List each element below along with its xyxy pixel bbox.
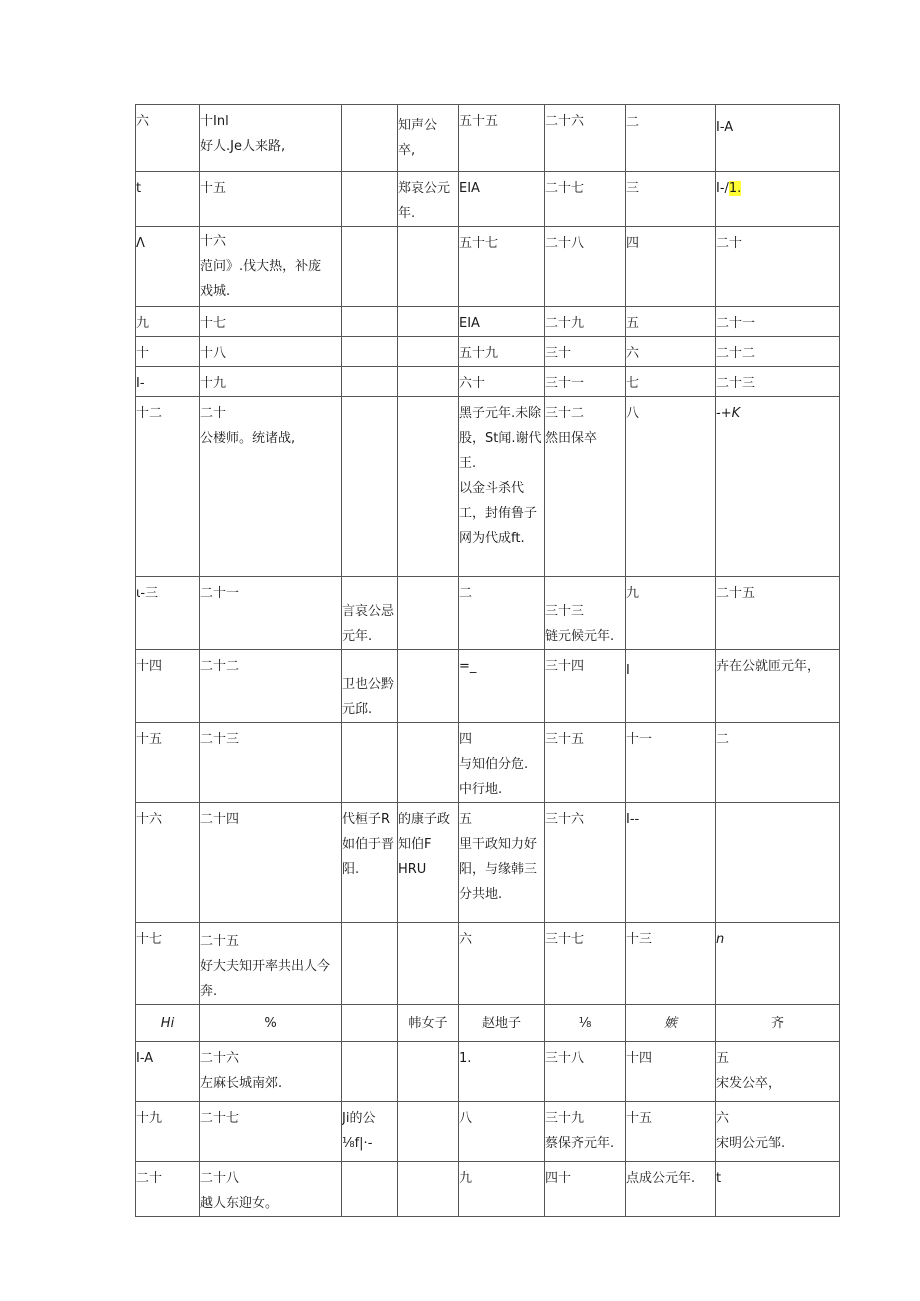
table-cell: [716, 1102, 840, 1162]
cell-line: 五: [459, 812, 473, 827]
table-cell: [342, 723, 398, 803]
table-row: [136, 367, 840, 397]
table-cell: [136, 577, 200, 650]
cell-line: 十九: [136, 1111, 163, 1126]
table-cell: [459, 367, 545, 397]
table-cell: [200, 337, 342, 367]
cell-line: 十: [136, 346, 150, 361]
table-cell: [459, 923, 545, 1005]
cell-line: 范问》.伐大热，补庞: [200, 259, 322, 274]
table-cell: [342, 337, 398, 367]
table-cell: [398, 803, 459, 923]
table-cell: [459, 723, 545, 803]
cell-line: Ji的公: [342, 1111, 376, 1126]
table-cell: [459, 307, 545, 337]
cell-line: 十五: [200, 181, 227, 196]
cell-line: 黑子元年.未除: [459, 406, 542, 421]
table-cell: [398, 577, 459, 650]
table-cell: [459, 1162, 545, 1217]
cell-line: I-A: [136, 1051, 154, 1066]
cell-line: 如伯于晋: [342, 837, 395, 852]
table-cell: [459, 650, 545, 723]
table-cell: [342, 1162, 398, 1217]
table-cell: [200, 1042, 342, 1102]
table-cell: [459, 803, 545, 923]
cell-line: 三十七: [545, 932, 585, 947]
cell-line: 十六: [136, 812, 163, 827]
cell-line: [716, 176, 839, 201]
table-cell: [545, 923, 626, 1005]
table-cell: [342, 650, 398, 723]
cell-line: 十四: [626, 1051, 653, 1066]
cell-line: 十九: [200, 376, 227, 391]
cell-line: 六: [626, 346, 640, 361]
cell-line: 二十: [716, 236, 743, 251]
table-row: [136, 650, 840, 723]
cell-line: 五: [626, 316, 640, 331]
cell-line: 工，封侑鲁子: [459, 506, 538, 521]
cell-line: 十二: [136, 406, 163, 421]
cell-line: 二: [626, 115, 640, 130]
table-cell: [716, 367, 840, 397]
table-cell: [200, 577, 342, 650]
cell-line: 分共地.: [459, 887, 503, 902]
table-cell: [716, 397, 840, 577]
table-cell: [136, 227, 200, 307]
table-cell: [136, 723, 200, 803]
table-cell: [716, 1005, 840, 1042]
cell-line: 卉在公就匝元年，: [716, 659, 821, 674]
table-cell: [545, 577, 626, 650]
table-cell: [398, 1042, 459, 1102]
table-cell: [200, 307, 342, 337]
table-cell: [136, 172, 200, 227]
table-row: [136, 227, 840, 307]
table-cell: [545, 723, 626, 803]
cell-line: 蔡保齐元年.: [545, 1136, 615, 1151]
table-row: [136, 105, 840, 172]
cell-line: 好人.Je人来路,: [200, 139, 286, 154]
table-cell: [626, 803, 716, 923]
cell-line: 六十: [459, 376, 486, 391]
table-row: [136, 1005, 840, 1042]
cell-line: 十七: [200, 316, 227, 331]
table-cell: [200, 105, 342, 172]
cell-line: 代桓子R: [342, 812, 391, 827]
cell-line: EIA: [459, 316, 480, 331]
table-cell: [342, 172, 398, 227]
cell-line: 三十一: [545, 376, 585, 391]
cell-line: 言哀公忌: [342, 604, 395, 619]
table-cell: [459, 227, 545, 307]
cell-line: 二: [716, 732, 730, 747]
table-cell: [459, 1102, 545, 1162]
table-cell: [716, 172, 840, 227]
cell-line: 左麻长城南郊.: [200, 1076, 283, 1091]
cell-line: I-: [136, 376, 145, 391]
cell-line: 中行地.: [459, 782, 503, 797]
table-cell: [545, 1042, 626, 1102]
table-cell: [342, 105, 398, 172]
cell-line: 二: [459, 586, 473, 601]
table-cell: [398, 227, 459, 307]
cell-line: 二十七: [200, 1111, 240, 1126]
table-cell: [200, 923, 342, 1005]
table-cell: [626, 1102, 716, 1162]
cell-line: t: [136, 181, 142, 196]
table-cell: [626, 172, 716, 227]
cell-line: -+K: [716, 406, 741, 421]
table-cell: [545, 307, 626, 337]
highlighted-text: 1.: [728, 181, 742, 196]
cell-line: t: [716, 1171, 722, 1186]
cell-line: 五十五: [459, 114, 499, 129]
table-row: [136, 577, 840, 650]
table-cell: [716, 1042, 840, 1102]
cell-line: 元邱.: [342, 702, 373, 717]
table-cell: [398, 923, 459, 1005]
table-cell: [398, 1005, 459, 1042]
cell-text: I-/: [716, 181, 729, 196]
table-cell: [342, 1042, 398, 1102]
table-cell: [459, 1042, 545, 1102]
table-cell: [136, 650, 200, 723]
cell-line: 宋发公卒，: [716, 1076, 782, 1091]
cell-line: 三十: [545, 346, 572, 361]
cell-line: 十八: [200, 346, 227, 361]
cell-line: 1.: [459, 1051, 472, 1066]
table-cell: [136, 923, 200, 1005]
cell-line: HRU: [398, 862, 427, 877]
table-cell: [200, 803, 342, 923]
cell-line: 阳，与缘韩三: [459, 862, 538, 877]
table-cell: [136, 337, 200, 367]
table-cell: [716, 307, 840, 337]
table-cell: [626, 723, 716, 803]
cell-line: 网为代成ft.: [459, 531, 525, 546]
cell-line: 元年.: [342, 629, 373, 644]
cell-line: 九: [626, 586, 640, 601]
table-cell: [200, 1102, 342, 1162]
cell-line: 三十六: [545, 812, 585, 827]
cell-line: 十五: [626, 1111, 653, 1126]
table-cell: [626, 307, 716, 337]
cell-line: 四十: [545, 1171, 572, 1186]
table-cell: [398, 1162, 459, 1217]
cell-line: 六: [136, 114, 150, 129]
cell-line: 卫也公黔: [342, 677, 395, 692]
table-cell: [626, 337, 716, 367]
table-cell: [716, 803, 840, 923]
cell-line: 二十九: [545, 316, 585, 331]
table-row: [136, 337, 840, 367]
cell-line: 二十八: [200, 1171, 240, 1186]
table-cell: [459, 1005, 545, 1042]
cell-line: 嫉: [663, 1015, 677, 1031]
table-cell: [342, 1102, 398, 1162]
table-cell: [136, 1102, 200, 1162]
cell-line: 以金斗杀代: [459, 481, 525, 496]
table-cell: [200, 397, 342, 577]
table-cell: [200, 723, 342, 803]
table-row: [136, 723, 840, 803]
cell-line: 十五: [136, 732, 163, 747]
cell-line: 二十六: [545, 114, 585, 129]
table-cell: [342, 577, 398, 650]
table-cell: [136, 1005, 200, 1042]
cell-line: I--: [626, 812, 640, 827]
table-row: [136, 1042, 840, 1102]
cell-line: 二十一: [200, 586, 240, 601]
table-cell: [200, 650, 342, 723]
table-cell: [626, 577, 716, 650]
cell-line: 十Inl: [200, 114, 229, 129]
chronology-table: [135, 104, 840, 1217]
table-cell: [545, 367, 626, 397]
cell-line: 八: [626, 406, 640, 421]
table-cell: [136, 367, 200, 397]
table-cell: [716, 227, 840, 307]
cell-line: 公楼师。统诸战,: [200, 431, 296, 446]
table-cell: [136, 397, 200, 577]
cell-line: =_: [459, 659, 477, 674]
cell-line: 越人东迎女。: [200, 1196, 279, 1211]
table-row: [136, 1102, 840, 1162]
table-cell: [136, 803, 200, 923]
cell-line: 里干政知力好: [459, 837, 538, 852]
table-cell: [716, 577, 840, 650]
table-cell: [545, 1005, 626, 1042]
table-cell: [342, 367, 398, 397]
cell-line: 十一: [626, 732, 653, 747]
cell-line: 奔.: [200, 984, 218, 999]
table-row: [136, 803, 840, 923]
cell-line: 十七: [136, 932, 163, 947]
table-cell: [342, 803, 398, 923]
cell-line: 四: [459, 732, 473, 747]
table-cell: [626, 397, 716, 577]
table-cell: [136, 1042, 200, 1102]
table-cell: [398, 723, 459, 803]
cell-line: EIA: [459, 181, 480, 196]
cell-line: I-A: [716, 120, 734, 135]
table-cell: [626, 105, 716, 172]
table-cell: [398, 650, 459, 723]
table-cell: [200, 172, 342, 227]
table-cell: [459, 337, 545, 367]
cell-line: Λ: [136, 236, 145, 251]
table-cell: [459, 105, 545, 172]
cell-line: 阳.: [342, 862, 360, 877]
cell-line: 二十五: [200, 934, 240, 949]
table-cell: [398, 307, 459, 337]
cell-line: 二十八: [545, 236, 585, 251]
cell-line: 五: [716, 1051, 730, 1066]
table-cell: [545, 227, 626, 307]
table-cell: [716, 723, 840, 803]
cell-line: 三十五: [545, 732, 585, 747]
table-cell: [200, 367, 342, 397]
table-cell: [342, 923, 398, 1005]
cell-line: ⅛: [578, 1015, 592, 1031]
cell-line: ⅛f|·-: [342, 1136, 373, 1151]
cell-line: 好大夫知开率共出人今: [200, 959, 331, 974]
cell-line: 十六: [200, 234, 227, 249]
table-cell: [136, 1162, 200, 1217]
table-cell: [398, 105, 459, 172]
cell-line: 的康子政: [398, 812, 451, 827]
cell-line: 宋明公元邹.: [716, 1136, 786, 1151]
cell-line: 三十九: [545, 1111, 585, 1126]
table-cell: [545, 105, 626, 172]
cell-line: 三: [626, 181, 640, 196]
table-cell: [200, 1162, 342, 1217]
cell-line: n: [716, 932, 725, 947]
cell-line: 六: [716, 1111, 730, 1126]
cell-line: 齐: [770, 1015, 784, 1031]
cell-line: 三十二: [545, 406, 585, 421]
cell-line: 然田保卒: [545, 431, 598, 446]
cell-line: 三十三: [545, 604, 585, 619]
table-cell: [342, 227, 398, 307]
table-cell: [716, 337, 840, 367]
table-cell: [716, 923, 840, 1005]
table-cell: [545, 803, 626, 923]
cell-line: 九: [136, 316, 150, 331]
cell-line: 二十: [136, 1171, 163, 1186]
table-cell: [626, 1042, 716, 1102]
table-cell: [626, 1162, 716, 1217]
cell-line: 王.: [459, 456, 477, 471]
cell-line: 四: [626, 236, 640, 251]
cell-line: 九: [459, 1171, 473, 1186]
table-cell: [342, 397, 398, 577]
table-cell: [459, 577, 545, 650]
cell-line: Hi: [160, 1015, 175, 1031]
table-cell: [716, 650, 840, 723]
table-cell: [626, 650, 716, 723]
table-cell: [459, 397, 545, 577]
cell-line: 二十四: [200, 812, 240, 827]
cell-line: 年.: [398, 206, 416, 221]
table-cell: [545, 1162, 626, 1217]
cell-line: 链元候元年.: [545, 629, 615, 644]
cell-line: 二十七: [545, 181, 585, 196]
cell-line: 赵地子: [481, 1015, 521, 1031]
cell-line: 知声公: [398, 118, 438, 133]
cell-line: 五十九: [459, 346, 499, 361]
cell-line: 帏女子: [408, 1015, 448, 1031]
table-cell: [545, 337, 626, 367]
table-row: [136, 172, 840, 227]
cell-line: 戏城.: [200, 284, 231, 299]
cell-line: 八: [459, 1111, 473, 1126]
table-cell: [200, 1005, 342, 1042]
cell-line: 知伯F: [398, 837, 432, 852]
cell-line: 三十八: [545, 1051, 585, 1066]
cell-line: 与知伯分危.: [459, 757, 529, 772]
cell-line: 十四: [136, 659, 163, 674]
table-cell: [200, 227, 342, 307]
cell-line: 二十三: [716, 376, 756, 391]
table-row: [136, 307, 840, 337]
cell-line: 二十五: [716, 586, 756, 601]
table-cell: [716, 1162, 840, 1217]
table-cell: [398, 172, 459, 227]
table-cell: [545, 1102, 626, 1162]
cell-line: 二十: [200, 406, 227, 421]
cell-line: 二十二: [200, 659, 240, 674]
cell-line: 七: [626, 376, 640, 391]
table-cell: [398, 397, 459, 577]
table-cell: [716, 105, 840, 172]
cell-line: %: [264, 1015, 277, 1031]
table-cell: [136, 307, 200, 337]
cell-line: 三十四: [545, 659, 585, 674]
table-cell: [342, 307, 398, 337]
cell-line: 十三: [626, 932, 653, 947]
table-cell: [626, 923, 716, 1005]
table-cell: [626, 1005, 716, 1042]
cell-line: 五十七: [459, 236, 499, 251]
table-cell: [626, 227, 716, 307]
table-row: [136, 1162, 840, 1217]
cell-line: 二十一: [716, 316, 756, 331]
table-cell: [398, 1102, 459, 1162]
table-cell: [342, 1005, 398, 1042]
table-cell: [136, 105, 200, 172]
table-row: [136, 923, 840, 1005]
cell-line: 点成公元年.: [626, 1171, 696, 1186]
table-cell: [545, 397, 626, 577]
cell-line: I: [626, 663, 630, 678]
cell-line: 股，St闻.谢代: [459, 431, 542, 446]
table-cell: [398, 337, 459, 367]
cell-line: 郑哀公元: [398, 181, 451, 196]
cell-line: 二十三: [200, 732, 240, 747]
table-cell: [545, 172, 626, 227]
table-row: [136, 397, 840, 577]
cell-line: 卒,: [398, 143, 416, 158]
table-cell: [398, 367, 459, 397]
table-cell: [459, 172, 545, 227]
table-cell: [626, 367, 716, 397]
table-cell: [545, 650, 626, 723]
cell-line: 二十二: [716, 346, 756, 361]
cell-line: 二十六: [200, 1051, 240, 1066]
cell-line: 六: [459, 932, 473, 947]
cell-line: ι-三: [136, 586, 159, 601]
